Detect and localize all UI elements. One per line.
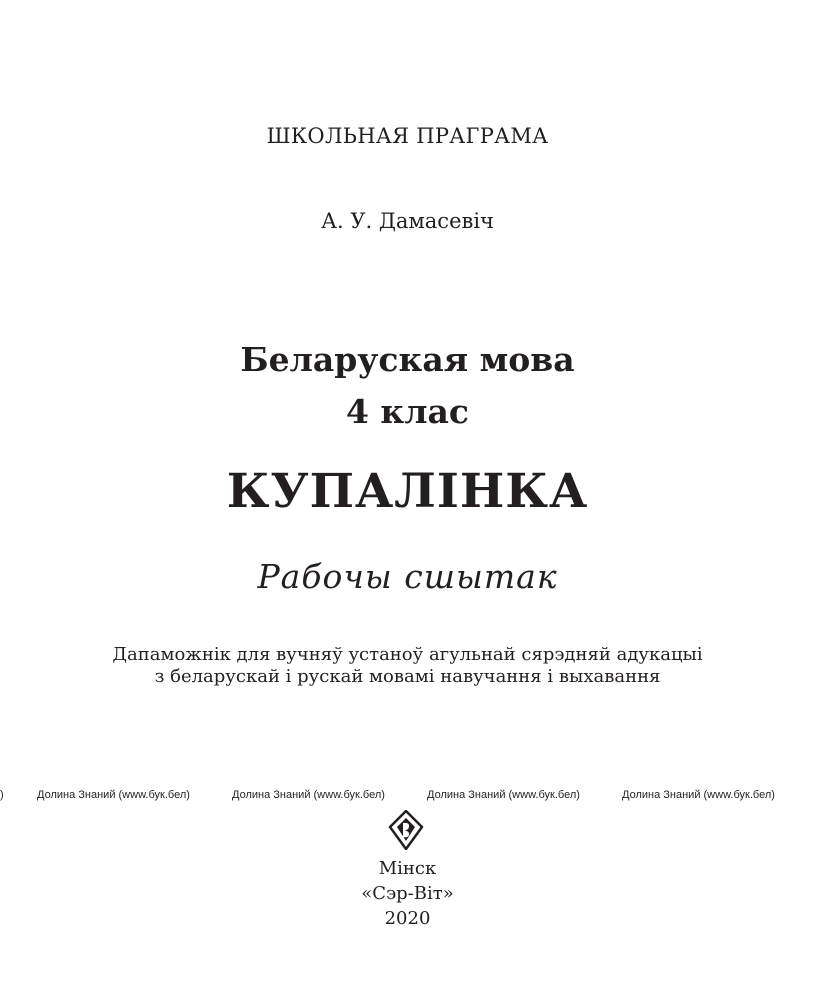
- watermark-text: Долина Знаний (www.бук.бел): [622, 789, 775, 801]
- author-name: А. У. Дамасевіч: [321, 209, 494, 233]
- imprint-publisher: «Сэр-Віт»: [361, 883, 454, 904]
- grade-heading: 4 клас: [345, 392, 470, 431]
- watermark-text: Долина Знаний (www.бук.бел): [232, 789, 385, 801]
- book-title: КУПАЛІНКА: [226, 464, 589, 519]
- imprint-year: 2020: [384, 908, 431, 929]
- watermark-text: Долина Знаний (www.бук.бел): [427, 789, 580, 801]
- series-label: ШКОЛЬНАЯ ПРАГРАМА: [266, 124, 549, 148]
- subject-heading: Беларуская мова: [240, 340, 575, 379]
- watermark-fragment: ): [0, 789, 4, 801]
- description-line-1: Дапаможнік для вучняў устаноў агульнай сярэдняй адукацыі: [112, 644, 703, 665]
- description-line-2: з беларускай і рускай мовамі навучання і выхавання: [154, 666, 661, 687]
- watermark-text: Долина Знаний (www.бук.бел): [37, 789, 190, 801]
- book-subtitle: Рабочы сшытак: [257, 557, 558, 596]
- publisher-logo-icon: [388, 810, 424, 850]
- imprint-city: Мінск: [378, 858, 437, 879]
